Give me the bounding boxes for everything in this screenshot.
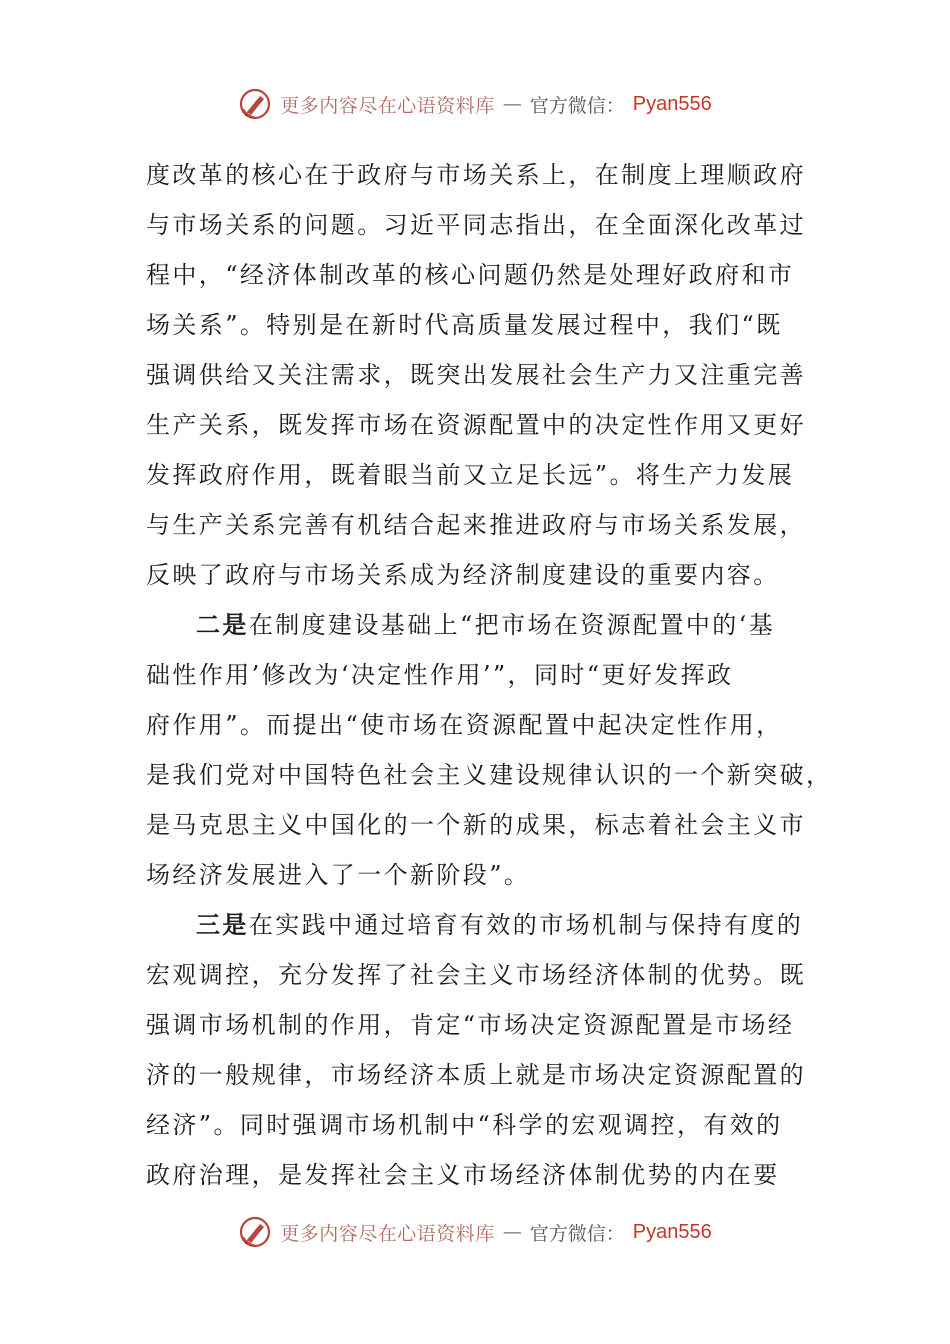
text-line: 础性作用’修改为‘决定性作用’”，同时“更好发挥政 — [146, 661, 734, 689]
footer-separator: — — [502, 1221, 522, 1243]
footer-wechat-label: 官方微信： — [529, 1222, 625, 1245]
text-line: 是马克思主义中国化的一个新的成果，标志着社会主义市 — [146, 811, 806, 839]
text-line: 强调市场机制的作用，肯定“市场决定资源配置是市场经 — [146, 1011, 795, 1039]
paragraph-2-lead: 二是 — [196, 610, 249, 639]
header-brand-text: 更多内容尽在心语资料库 — [280, 94, 495, 117]
text-line: 政府治理，是发挥社会主义市场经济体制优势的内在要 — [146, 1161, 780, 1189]
pen-logo-icon — [238, 87, 272, 121]
document-body — [146, 150, 833, 1200]
text-line: 宏观调控，充分发挥了社会主义市场经济体制的优势。既 — [146, 961, 806, 989]
text-line: 与市场关系的问题。习近平同志指出，在全面深化改革过 — [146, 211, 806, 239]
paragraph-2-first-line — [146, 600, 786, 650]
text-line: 济的一般规律，市场经济本质上就是市场决定资源配置的 — [146, 1061, 806, 1089]
paragraph-3-first-text: 在实践中通过培育有效的市场机制与保持有度的 — [248, 911, 804, 939]
paragraph-3-first-line — [146, 900, 804, 950]
header-separator: — — [502, 93, 522, 115]
text-line: 与生产关系完善有机结合起来推进政府与市场关系发展， — [146, 511, 806, 539]
paragraph-3-lead: 三是 — [196, 910, 249, 939]
header-banner — [0, 84, 950, 124]
header-wechat-id: Pyan556 — [632, 92, 712, 115]
text-line: 府作用”。而提出“使市场在资源配置中起决定性作用， — [146, 711, 783, 739]
text-line: 强调供给又关注需求，既突出发展社会生产力又注重完善 — [146, 361, 806, 389]
pen-logo-icon — [238, 1215, 272, 1249]
text-line: 场关系”。特别是在新时代高质量发展过程中，我们“既 — [146, 311, 783, 339]
paragraph-2-first-text: 在制度建设基础上“把市场在资源配置中的‘基 — [248, 611, 776, 639]
text-line: 反映了政府与市场关系成为经济制度建设的重要内容。 — [146, 561, 780, 589]
text-line: 场经济发展进入了一个新阶段”。 — [146, 861, 531, 889]
text-line: 是我们党对中国特色社会主义建设规律认识的一个新突破， — [146, 761, 833, 789]
text-line: 生产关系，既发挥市场在资源配置中的决定性作用又更好 — [146, 411, 806, 439]
text-line: 度改革的核心在于政府与市场关系上，在制度上理顺政府 — [146, 161, 806, 189]
text-line: 程中，“经济体制改革的核心问题仍然是处理好政府和市 — [146, 261, 795, 289]
text-line: 经济”。同时强调市场机制中“科学的宏观调控，有效的 — [146, 1111, 783, 1139]
footer-banner — [0, 1212, 950, 1252]
footer-wechat-id: Pyan556 — [632, 1220, 712, 1243]
text-line: 发挥政府作用，既着眼当前又立足长远”。将生产力发展 — [146, 461, 795, 489]
header-wechat-label: 官方微信： — [529, 94, 625, 117]
footer-brand-text: 更多内容尽在心语资料库 — [280, 1222, 495, 1245]
